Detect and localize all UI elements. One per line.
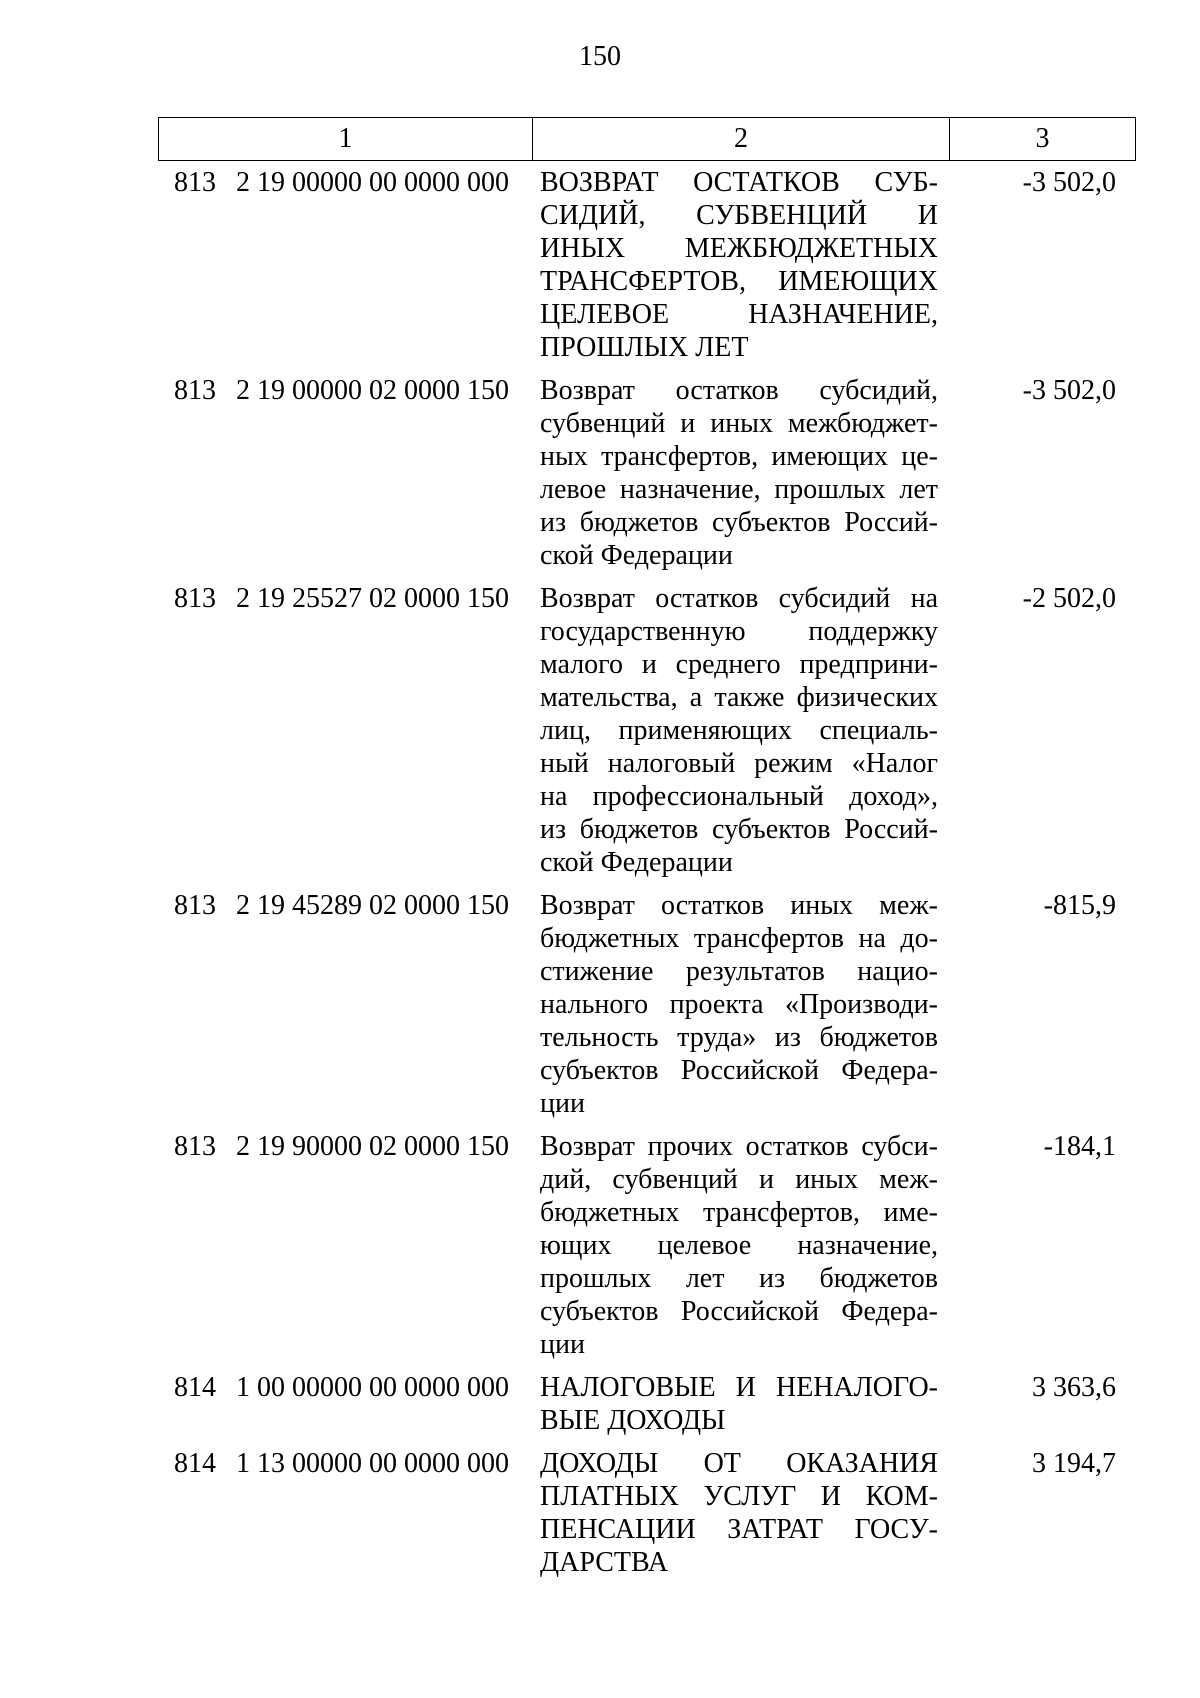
income-name-line: ДАРСТВА (540, 1547, 669, 1578)
budget-classification-code: 2 19 90000 02 0000 150 (236, 1131, 509, 1162)
income-name-line: прошлых лет из бюджетов (540, 1263, 938, 1294)
income-name-line: на профессиональный доход», (540, 781, 938, 812)
header-col-1: 1 (159, 118, 533, 160)
admin-code: 813 (174, 375, 216, 406)
income-name-line: субъектов Российской Федера- (540, 1055, 938, 1086)
table-row (0, 889, 1200, 1120)
amount-value: 3 194,7 (1032, 1448, 1116, 1479)
income-name (540, 1447, 938, 1579)
amount-value: 3 363,6 (1032, 1372, 1116, 1403)
page-number: 150 (579, 41, 621, 72)
income-name-line: государственную поддержку (540, 616, 938, 647)
income-name (540, 374, 938, 572)
admin-code: 813 (174, 890, 216, 921)
table-row (0, 166, 1200, 364)
income-name-line: Возврат остатков субсидий на (540, 583, 938, 614)
income-name-line: субъектов Российской Федера- (540, 1296, 938, 1327)
income-name-line: ных трансфертов, имеющих це- (540, 441, 938, 472)
income-name-line: ции (540, 1088, 585, 1119)
income-name-line: НАЛОГОВЫЕ И НЕНАЛОГО- (540, 1372, 938, 1403)
income-name-line: СИДИЙ, СУБВЕНЦИЙ И (540, 200, 938, 231)
income-name-line: ской Федерации (540, 540, 733, 571)
income-name-line: ПРОШЛЫХ ЛЕТ (540, 332, 749, 363)
income-name (540, 1130, 938, 1361)
income-name-line: стижение результатов нацио- (540, 956, 938, 987)
income-name-line: бюджетных трансфертов, име- (540, 1197, 938, 1228)
income-name-line: дий, субвенций и иных меж- (540, 1164, 938, 1195)
admin-code: 813 (174, 1131, 216, 1162)
income-name-line: ДОХОДЫ ОТ ОКАЗАНИЯ (540, 1448, 938, 1479)
table-row (0, 1447, 1200, 1579)
amount-value: -815,9 (1043, 890, 1116, 921)
admin-code: 814 (174, 1448, 216, 1479)
income-name-line: ВОЗВРАТ ОСТАТКОВ СУБ- (540, 167, 938, 198)
table-body (0, 166, 1200, 1589)
income-name-line: мательства, а также физических (540, 682, 938, 713)
income-name-line: ПЕНСАЦИИ ЗАТРАТ ГОСУ- (540, 1514, 938, 1545)
income-name-line: ПЛАТНЫХ УСЛУГ И КОМ- (540, 1481, 938, 1512)
header-col-3: 3 (1035, 123, 1050, 154)
income-name-line: ющих целевое назначение, (540, 1230, 938, 1261)
table-row (0, 582, 1200, 879)
income-name-line: тельность труда» из бюджетов (540, 1022, 938, 1053)
table-row (0, 1130, 1200, 1361)
income-name-line: ТРАНСФЕРТОВ, ИМЕЮЩИХ (540, 266, 938, 297)
income-name (540, 166, 938, 364)
income-name-line: ской Федерации (540, 847, 733, 878)
budget-classification-code: 1 00 00000 00 0000 000 (236, 1372, 509, 1403)
budget-classification-code: 2 19 00000 00 0000 000 (236, 167, 509, 198)
income-name (540, 1371, 938, 1437)
amount-value: -2 502,0 (1022, 583, 1116, 614)
income-name-line: ВЫЕ ДОХОДЫ (540, 1405, 726, 1436)
income-name-line: субвенций и иных межбюджет- (540, 408, 938, 439)
income-name-line: бюджетных трансфертов на до- (540, 923, 938, 954)
income-name-line: лиц, применяющих специаль- (540, 715, 938, 746)
table-row (0, 374, 1200, 572)
table-header (158, 117, 1136, 161)
amount-value: -3 502,0 (1022, 375, 1116, 406)
income-name-line: из бюджетов субъектов Россий- (540, 507, 938, 538)
income-name (540, 889, 938, 1120)
admin-code: 814 (174, 1372, 216, 1403)
header-col-2: 2 (533, 118, 950, 160)
income-name-line: Возврат остатков субсидий, (540, 375, 938, 406)
budget-classification-code: 1 13 00000 00 0000 000 (236, 1448, 509, 1479)
table-row (0, 1371, 1200, 1437)
income-name-line: Возврат прочих остатков субси- (540, 1131, 938, 1162)
income-name (540, 582, 938, 879)
budget-classification-code: 2 19 45289 02 0000 150 (236, 890, 509, 921)
budget-classification-code: 2 19 00000 02 0000 150 (236, 375, 509, 406)
admin-code: 813 (174, 167, 216, 198)
income-name-line: нального проекта «Производи- (540, 989, 938, 1020)
income-name-line: из бюджетов субъектов Россий- (540, 814, 938, 845)
income-name-line: ЦЕЛЕВОЕ НАЗНАЧЕНИЕ, (540, 299, 938, 330)
income-name-line: ный налоговый режим «Налог (540, 748, 938, 779)
income-name-line: Возврат остатков иных меж- (540, 890, 938, 921)
admin-code: 813 (174, 583, 216, 614)
amount-value: -184,1 (1043, 1131, 1116, 1162)
income-name-line: ции (540, 1329, 585, 1360)
budget-classification-code: 2 19 25527 02 0000 150 (236, 583, 509, 614)
income-name-line: левое назначение, прошлых лет (540, 474, 938, 505)
amount-value: -3 502,0 (1022, 167, 1116, 198)
income-name-line: малого и среднего предприни- (540, 649, 938, 680)
income-name-line: ИНЫХ МЕЖБЮДЖЕТНЫХ (540, 233, 938, 264)
